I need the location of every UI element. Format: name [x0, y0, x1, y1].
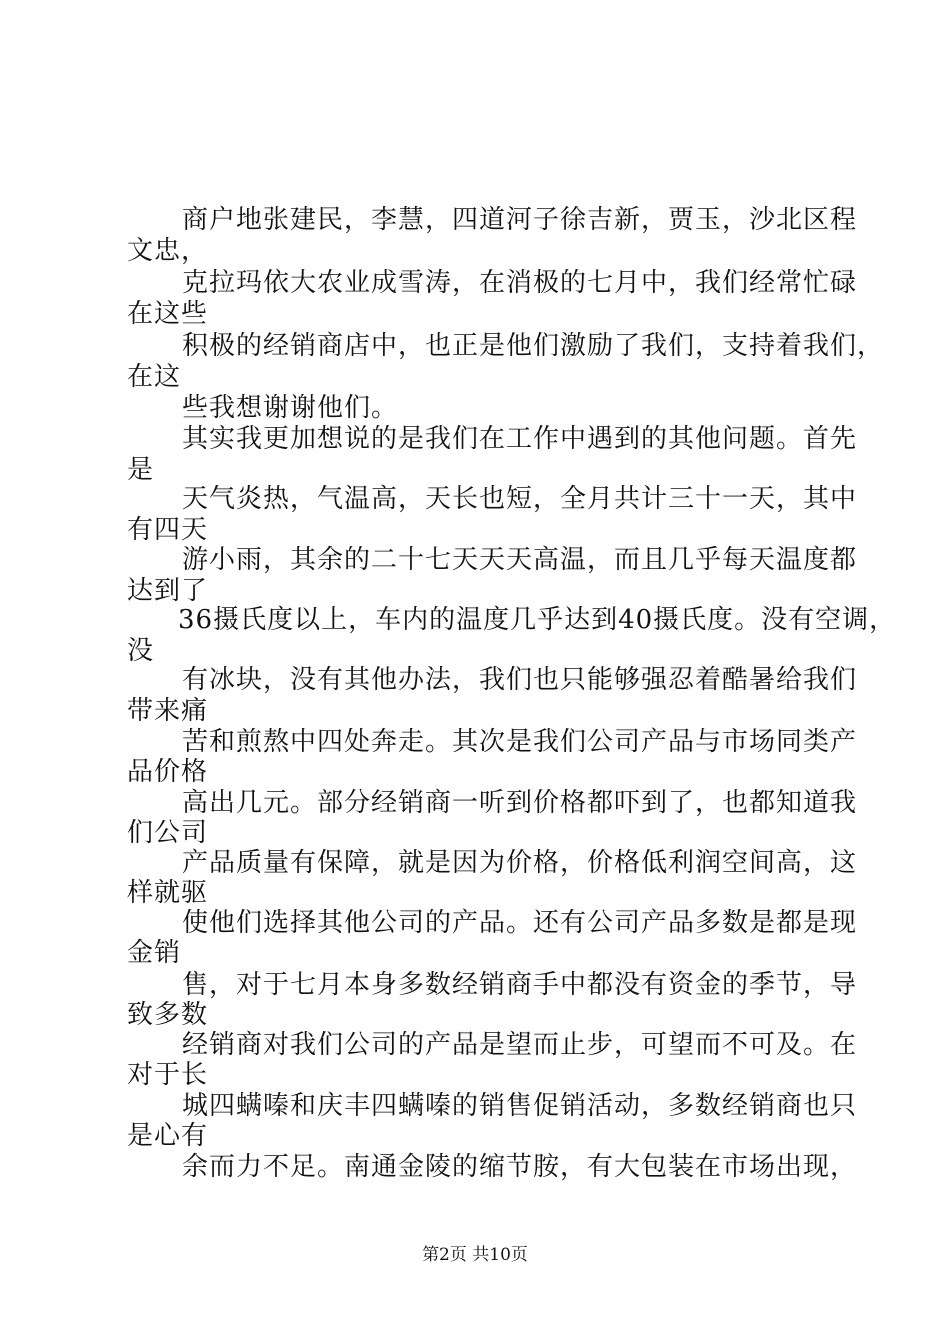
text-line: 对于长: [127, 1060, 209, 1090]
page-number-footer: 第2页 共10页: [422, 1245, 528, 1265]
text-line: 是心有: [127, 1121, 209, 1151]
text-line: 样就驱: [127, 878, 209, 908]
text-line: 经销商对我们公司的产品是望而止步，可望而不可及。在: [182, 1030, 858, 1060]
text-line: 没: [127, 636, 155, 666]
text-line: 品价格: [127, 757, 209, 787]
text-line: 带来痛: [127, 696, 209, 726]
text-line: 有冰块，没有其他办法，我们也只能够强忍着酷暑给我们: [182, 665, 858, 695]
text-line: 游小雨，其余的二十七天天天高温，而且几乎每天温度都: [182, 545, 858, 575]
text-line: 致多数: [127, 1000, 209, 1030]
text-line: 高出几元。部分经销商一听到价格都吓到了，也都知道我: [182, 788, 858, 818]
text-line: 天气炎热，气温高，天长也短，全月共计三十一天，其中: [182, 484, 858, 514]
text-line: 们公司: [127, 818, 209, 848]
text-line: 些我想谢谢他们。: [182, 393, 399, 423]
text-line: 有四天: [127, 515, 209, 545]
text-line: 其实我更加想说的是我们在工作中遇到的其他问题。首先: [182, 424, 858, 454]
text-line: 积极的经销商店中，也正是他们激励了我们，支持着我们，: [182, 331, 885, 361]
text-line: 使他们选择其他公司的产品。还有公司产品多数是都是现: [182, 908, 858, 938]
text-line: 金销: [127, 938, 182, 968]
text-line: 余而力不足。南通金陵的缩节胺，有大包装在市场出现，: [182, 1152, 858, 1182]
text-line: 克拉玛依大农业成雪涛，在消极的七月中，我们经常忙碌: [182, 268, 858, 298]
text-line: 是: [127, 455, 155, 485]
text-line: 在这些: [127, 299, 209, 329]
text-line: 售，对于七月本身多数经销商手中都没有资金的季节，导: [182, 970, 858, 1000]
text-line: 在这: [127, 362, 182, 392]
text-line: 达到了: [127, 576, 209, 606]
text-line: 城四螨嗪和庆丰四螨嗪的销售促销活动，多数经销商也只: [182, 1091, 858, 1121]
text-line: 文忠，: [127, 236, 209, 266]
text-line: 苦和煎熬中四处奔走。其次是我们公司产品与市场同类产: [182, 727, 858, 757]
text-line: 36摄氏度以上，车内的温度几乎达到40摄氏度。没有空调，: [178, 605, 897, 635]
text-line: 产品质量有保障，就是因为价格，价格低利润空间高，这: [182, 848, 858, 878]
text-line: 商户地张建民，李慧，四道河子徐吉新，贾玉，沙北区程: [182, 205, 858, 235]
